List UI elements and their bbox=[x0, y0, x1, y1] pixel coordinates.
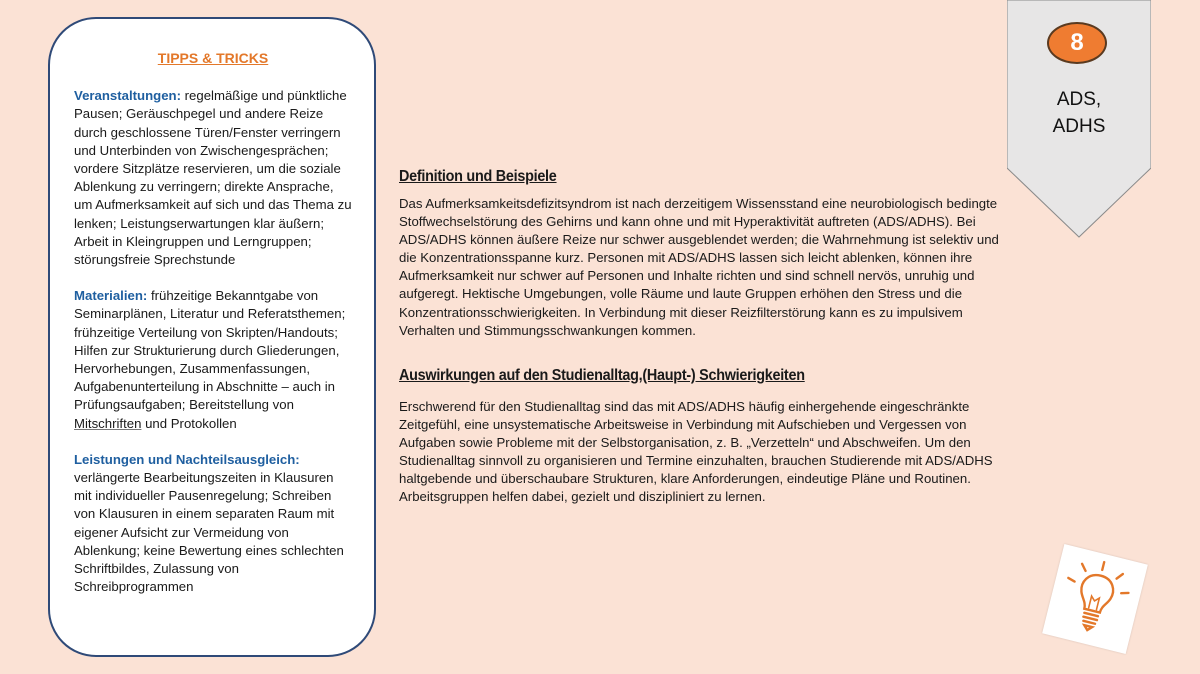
effects-body: Erschwerend für den Studienalltag sind das mit ADS/ADHS häufig einhergehende eingeschränkte Zeitgefühl, eine unsystematische Arbeitsweise in Verbindung mit Aufschieben und Vergessen von Aufgaben sowie Probleme mit der Selbstorganisation, z. B. „Verzetteln“ und Abschweifen. Um den Studienalltag sinnvoll zu organisieren und Termine einzuhalten, brauchen Studierende mit ADS/ADHS haltgebende und überschaubare Strukturen, klare Anforderungen, eindeutige Pläne und Routinen. Arbeitsgruppen helfen dabei, gezielt und diszipliniert zu lernen. bbox=[399, 399, 993, 505]
tips-section-events bbox=[74, 87, 352, 269]
effects-title: Auswirkungen auf den Studienalltag,(Haupt-) Schwierigkeiten bbox=[399, 367, 805, 384]
chapter-label bbox=[1007, 86, 1151, 140]
chapter-label-line1: ADS, bbox=[1056, 89, 1102, 110]
tips-text-events: regelmäßige und pünktliche Pausen; Geräuschpegel und andere Reize durch geschlossene Türen/Fenster verringern und Unterbinden von Zwischengesprächen; vordere Sitzplätze reservieren, um die soziale Ablenkung zu verringern; direkte Ansprache, um Aufmerksamkeit auf sich und das Thema zu lenken; Leistungserwartungen klar äußern; Arbeit in Kleingruppen und Lerngruppen; störungsfreie Sprechstunde bbox=[74, 88, 352, 268]
tips-heading-exams: Leistungen und Nachteilsausgleich: bbox=[74, 451, 300, 467]
effects-body-wrap bbox=[399, 398, 999, 507]
effects-section bbox=[399, 367, 999, 385]
chapter-number-badge: 8 bbox=[1047, 22, 1107, 64]
lightbulb-icon bbox=[1051, 552, 1138, 647]
lightbulb-note bbox=[1042, 544, 1148, 654]
definition-title: Definition und Beispiele bbox=[399, 168, 557, 185]
definition-section bbox=[399, 168, 999, 186]
definition-body: Das Aufmerksamkeitsdefizitsyndrom ist nach derzeitigem Wissensstand eine neurobiologisch bedingte Stoffwechselstörung des Gehirns und kann ohne und mit Hyperaktivität auftreten (ADS/ADHS). Bei ADS/ADHS können äußere Reize nur schwer ausgeblendet werden; die Wahrnehmung ist selektiv und die Konzentrationsspanne kurz. Personen mit ADS/ADHS lassen sich leicht ablenken, können ihre Aufmerksamkeit nur schwer auf Personen und Inhalte richten und sind schnell nervös, unruhig und aufgeregt. Hektische Umgebungen, volle Räume und laute Gruppen erhöhen den Stress und die Konzentrationsschwierigkeiten. In Verbindung mit dieser Reizfilterstörung kann es zu impulsivem Verhalten und Stimmungsschwankungen kommen. bbox=[399, 196, 999, 338]
tips-title: TIPPS & TRICKS bbox=[157, 50, 269, 66]
tips-text-exams: verlängerte Bearbeitungszeiten in Klausuren mit individueller Pausenregelung; Schreiben von Klausuren in einem separaten Raum mit eigener Aufsicht zur Vermeidung von Ablenkung; keine Bewertung eines schlechten Schriftbildes, Zulassung von Schreibprogrammen bbox=[74, 470, 344, 595]
tips-section-exams bbox=[74, 451, 352, 597]
tips-card bbox=[48, 17, 376, 657]
definition-body-wrap bbox=[399, 195, 999, 340]
chapter-label-line2: ADHS bbox=[1052, 116, 1106, 137]
tips-text-materials-end: und Protokollen bbox=[141, 415, 237, 431]
tips-text-materials: frühzeitige Bekanntgabe von Seminarplänen, Literatur und Referatsthemen; frühzeitige Verteilung von Skripten/Handouts; Hilfen zur Strukturierung durch Gliederungen, Hervorhebungen, Zusammenfassungen, Aufgabenunterteilung in Abschnitte – auch in Prüfungsaufgaben; Bereitstellung von bbox=[74, 288, 346, 413]
tips-heading-materials: Materialien: bbox=[74, 288, 148, 304]
tips-underlined-word: Mitschriften bbox=[74, 415, 142, 431]
tips-heading-events: Veranstaltungen: bbox=[74, 88, 181, 104]
tips-section-materials bbox=[74, 287, 352, 433]
